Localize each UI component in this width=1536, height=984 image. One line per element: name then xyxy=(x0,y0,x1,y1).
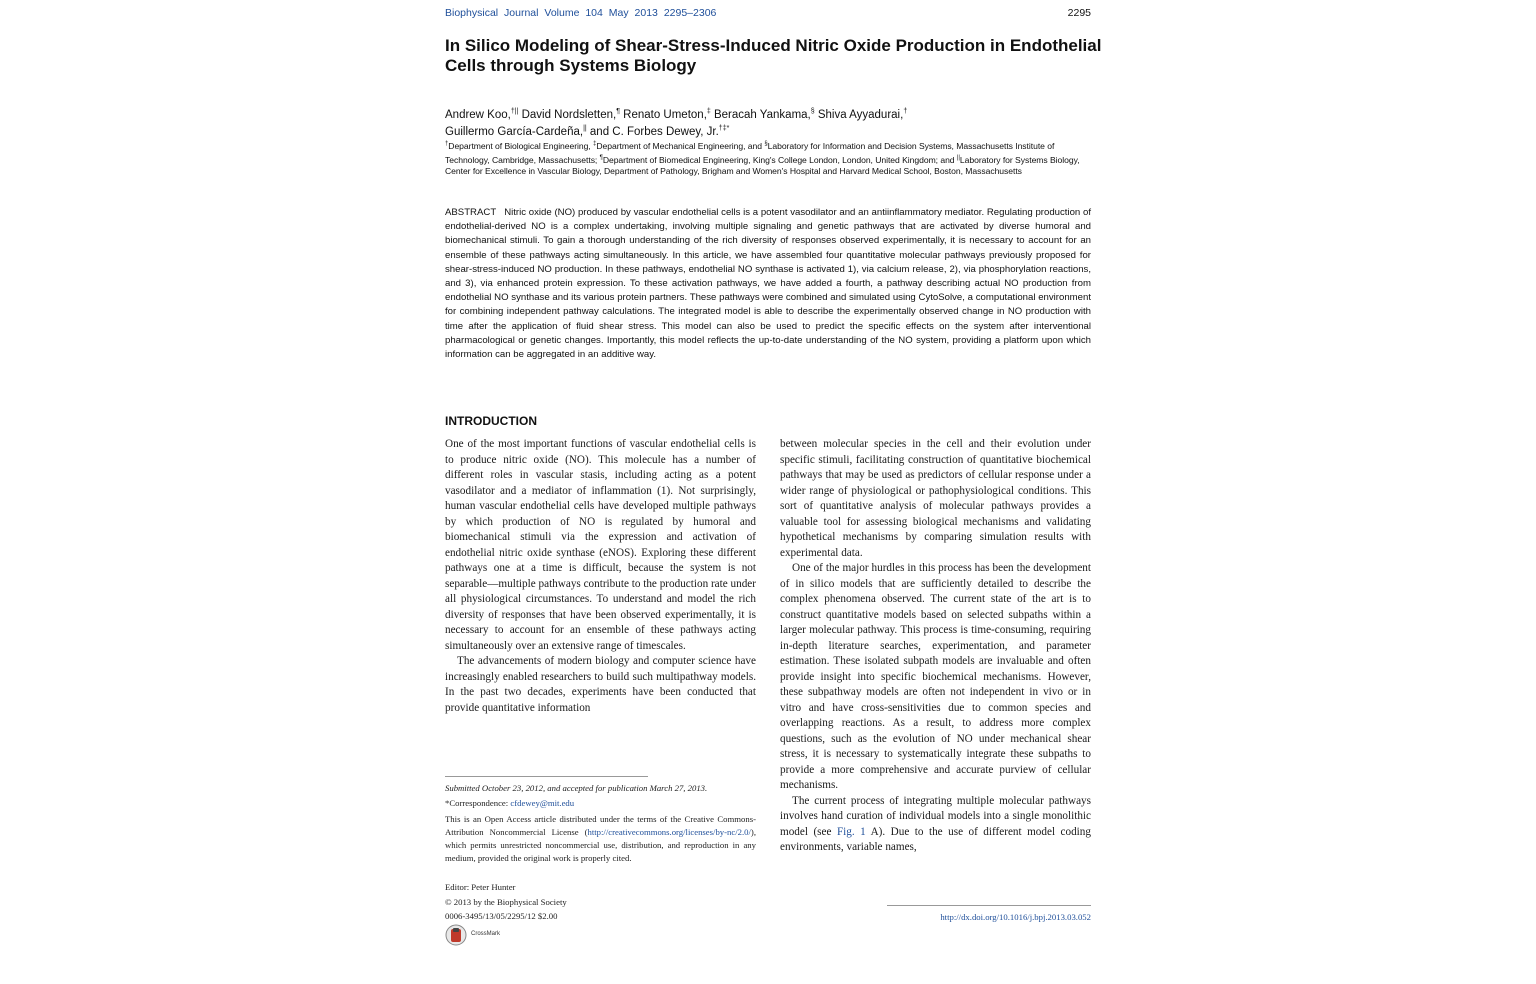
author-affil-mark: ‡ xyxy=(706,108,711,115)
affil-mark: § xyxy=(764,141,768,147)
crossmark-icon[interactable] xyxy=(445,924,467,946)
author: David Nordsletten, xyxy=(518,108,617,121)
footnote-license xyxy=(445,813,756,865)
affil-mark: ‡ xyxy=(593,141,597,147)
section-heading-introduction: INTRODUCTION xyxy=(445,414,537,428)
affil-text: Department of Biological Engineering, xyxy=(448,140,594,151)
author-affil-mark: † xyxy=(903,108,908,115)
doi-link[interactable]: http://dx.doi.org/10.1016/j.bpj.2013.03.052 xyxy=(940,912,1091,922)
author-list xyxy=(445,105,1105,139)
paragraph: One of the most important functions of vascular endothelial cells is to produce nitric oxide (NO). This molecule has a number of different roles in vascular stasis, including acting as a potent vasodilator and a mediator of inflammation (1). Not surprisingly, human vascular endothelial cells have developed multiple pathways by which production of NO is regulated by humoral and biomechanical stimuli via the expression and activation of endothelial nitric oxide synthase (eNOS). Exploring these different pathways one at a time is difficult, because the system is not separable—multiple pathways contribute to the production rate under all physiological circumstances. To understand and model the rich diversity of responses that have been observed experimentally, it is necessary to account for an ensemble of these pathways acting simultaneously over an extensive range of timescales. xyxy=(445,438,756,652)
journal-volume: Volume 104 xyxy=(544,7,603,19)
journal-pages: 2295–2306 xyxy=(663,7,717,19)
author: Andrew Koo, xyxy=(445,108,511,121)
figure-link[interactable]: Fig. 1 xyxy=(836,825,866,838)
running-header xyxy=(445,7,716,19)
author: Renato Umeton, xyxy=(619,108,707,121)
paper-title: In Silico Modeling of Shear-Stress-Induced Nitric Oxide Production in Endothelial Cells through Systems Biology xyxy=(445,36,1102,75)
footnote-submitted: Submitted October 23, 2012, and accepted for publication March 27, 2013. xyxy=(445,783,708,793)
abstract xyxy=(445,206,1091,362)
footnote-divider xyxy=(445,776,648,777)
abstract-text: Nitric oxide (NO) produced by vascular endothelial cells is a potent vasodilator and an antiinflammatory mediator. Regulating production of endothelial-derived NO is a complex undertaking, involving multiple signaling and genetic pathways that are activated by diverse humoral and biomechanical stimuli. To gain a thorough understanding of the rich diversity of responses observed experimentally, it is necessary to account for an ensemble of these pathways acting simultaneously. In this article, we have assembled four quantitative molecular pathways previously proposed for shear-stress-induced NO production. In these pathways, endothelial NO synthase is activated 1), via calcium release, 2), via phosphorylation reactions, and 3), via enhanced protein expression. To these activation pathways, we have added a fourth, a pathway describing actual NO production from endothelial NO synthase and its various protein partners. These pathways were combined and simulated using CytoSolve, a computational environment for combining independent pathway calculations. The integrated model is able to describe the experimentally observed change in NO production with time after the application of fluid shear stress. This model can also be used to predict the specific effects on the system after interventional pharmacological or genetic changes. Importantly, this model reflects the up-to-date understanding of the NO system, providing a platform upon which information can be aggregated in an additive way. xyxy=(445,207,1091,361)
author-affil-mark: § xyxy=(810,108,815,115)
license-text: ), which permits unrestricted noncommercial use, distribution, and reproduction in any medium, provided the original work is properly cited. xyxy=(445,827,756,863)
affil-mark: || xyxy=(956,154,960,161)
paragraph xyxy=(780,794,1091,856)
affil-text: Laboratory for Information and Decision Systems, Massachusetts Institute of Technology, Cambridge, Massachusetts; xyxy=(445,140,1055,165)
paragraph-text: A). Due to the use of different model coding environments, variable names, xyxy=(780,825,1091,853)
body-column-right xyxy=(780,437,1091,856)
paragraph: The advancements of modern biology and computer science have increasingly enabled researchers to build such multipathway models. In the past two decades, experiments have been conducted that provide quantitative information xyxy=(445,655,756,714)
paragraph-text: The current process of integrating multiple molecular pathways involves hand curation of individual models into a single monolithic model (see xyxy=(780,794,1091,838)
correspondence-label: *Correspondence: xyxy=(445,798,511,808)
footnote-correspondence xyxy=(445,797,756,810)
affil-text: Department of Biomedical Engineering, King's College London, London, United Kingdom; and xyxy=(602,154,957,165)
affil-text: Laboratory for Systems Biology, Center for Excellence in Vascular Biology, Department of Pathology, Brigham and Women's Hospital and Harvard Medical School, Boston, Massachusetts xyxy=(445,154,1080,177)
affiliations xyxy=(445,139,1091,178)
author: Shiva Ayyadurai, xyxy=(814,108,904,121)
footnote-editor: Editor: Peter Hunter xyxy=(445,882,516,892)
license-link[interactable]: http://creativecommons.org/licenses/by-nc/2.0/ xyxy=(587,827,751,837)
correspondence-email-link[interactable]: cfdewey@mit.edu xyxy=(510,798,575,808)
author: Guillermo García-Cardeña, xyxy=(445,125,584,138)
crossmark-label: CrossMark xyxy=(471,931,501,937)
body-column-left xyxy=(445,437,756,716)
doi-divider xyxy=(887,905,1091,906)
corresponding-star: * xyxy=(726,124,730,132)
author-affil-mark: || xyxy=(583,124,587,132)
journal-date: May 2013 xyxy=(608,7,658,19)
author-affil-mark: †|| xyxy=(510,108,519,115)
affil-mark: ¶ xyxy=(599,154,603,161)
author: and C. Forbes Dewey, Jr. xyxy=(586,125,719,138)
author: Beracah Yankama, xyxy=(710,108,811,121)
journal-name: Biophysical Journal xyxy=(445,7,539,19)
author-affil-mark: ¶ xyxy=(616,108,620,115)
author-affil-mark: †‡* xyxy=(718,124,730,132)
footnote-issn: 0006-3495/13/05/2295/12 $2.00 xyxy=(445,911,558,921)
affil-text: Department of Mechanical Engineering, and xyxy=(596,140,765,151)
page-number: 2295 xyxy=(1067,7,1091,19)
footnote-copyright: © 2013 by the Biophysical Society xyxy=(445,897,567,907)
paragraph: One of the major hurdles in this process has been the development of in silico models that are sufficiently detailed to describe the complex phenomena observed. The current state of the art is to construct quantitative models based on selected subpaths within a larger molecular pathway. This process is time-consuming, requiring in-depth literature searches, experimentation, and parameter estimation. These isolated subpath models are invaluable and often provide insight into specific biochemical mechanisms. However, these subpathway models are often not independent in vivo or in vitro and have cross-sensitivities due to common species and overlapping reactions. As a result, to address more complex questions, such as the evolution of NO under mechanical shear stress, it is necessary to systematically integrate these subpaths to provide a more comprehensive and accurate purview of cellular mechanisms. xyxy=(780,562,1091,791)
paragraph: between molecular species in the cell and their evolution under specific stimuli, facilitating construction of quantitative biochemical pathways that may be used as predictors of cellular response under a wider range of physiological or pathophysiological conditions. This sort of quantitative analysis of molecular pathways provides a valuable tool for assessing biological mechanisms and validating hypothetical mechanisms by comparing simulation results with experimental data. xyxy=(780,438,1091,559)
affil-mark: † xyxy=(445,141,449,147)
abstract-label: ABSTRACT xyxy=(445,207,497,218)
license-text: This is an Open Access article distributed under the terms of the Creative Commons-Attribution Noncommercial License ( xyxy=(445,814,756,837)
